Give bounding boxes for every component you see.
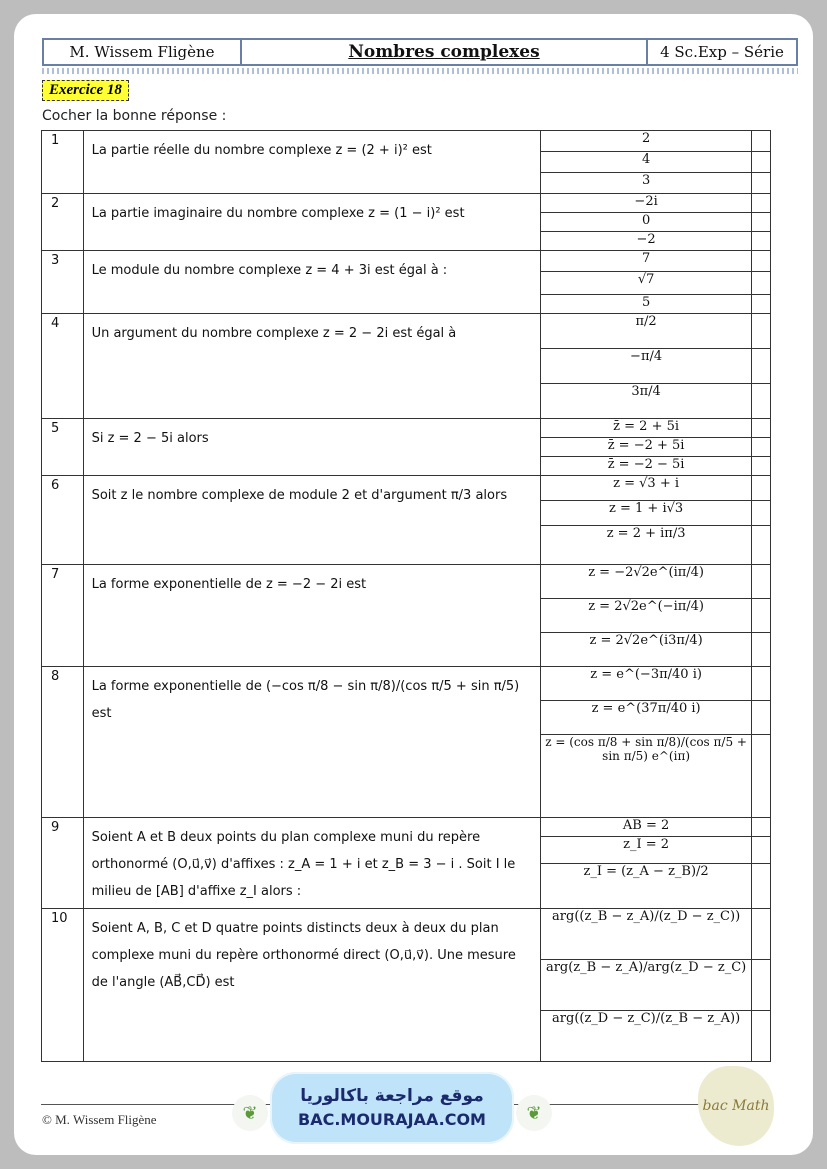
page-title: Nombres complexes [242,40,648,64]
answer-checkbox[interactable] [752,173,771,194]
answer-option: z = e^(−3π/40 i) [540,667,752,701]
answer-checkbox[interactable] [752,232,771,251]
header-divider [42,68,798,74]
answer-option: 4 [540,152,752,173]
question-text: Soient A, B, C et D quatre points distincts deux à deux du plan complexe muni du repère orthonormé direct (O,u⃗,v⃗). Une mesure de l'angle (AB⃗,CD⃗) est [83,909,540,1062]
question-number: 1 [42,131,84,194]
author-name: M. Wissem Fligène [44,40,242,64]
answer-checkbox[interactable] [752,565,771,599]
answer-option: π/2 [540,314,752,349]
book-logo-icon: ❦ [232,1095,268,1131]
answer-option: z_I = 2 [540,837,752,864]
question-text: Soit z le nombre complexe de module 2 et d'argument π/3 alors [83,476,540,565]
answer-option: −2 [540,232,752,251]
answer-option: 0 [540,213,752,232]
answer-checkbox[interactable] [752,295,771,314]
question-row [42,131,771,152]
answer-checkbox[interactable] [752,457,771,476]
answer-checkbox[interactable] [752,314,771,349]
question-number: 8 [42,667,84,818]
answer-option: z = 2 + iπ/3 [540,526,752,565]
answer-checkbox[interactable] [752,960,771,1011]
bac-math-logo: bac Math [698,1066,774,1146]
answer-checkbox[interactable] [752,272,771,295]
answer-checkbox[interactable] [752,909,771,960]
question-text: Si z = 2 − 5i alors [83,419,540,476]
answer-option: z = 2√2e^(−iπ/4) [540,599,752,633]
question-number: 10 [42,909,84,1062]
answer-option: arg(z_B − z_A)/arg(z_D − z_C) [540,960,752,1011]
answer-checkbox[interactable] [752,599,771,633]
answer-checkbox[interactable] [752,349,771,384]
answer-option: AB = 2 [540,818,752,837]
answer-checkbox[interactable] [752,701,771,735]
answer-option: z = 2√2e^(i3π/4) [540,633,752,667]
answer-option: 3π/4 [540,384,752,419]
footer-copyright: © M. Wissem Fligène [42,1112,157,1127]
question-row [42,667,771,701]
answer-option: 5 [540,295,752,314]
question-row [42,818,771,837]
book-logo-icon: ❦ [516,1095,552,1131]
answer-checkbox[interactable] [752,633,771,667]
answer-checkbox[interactable] [752,131,771,152]
question-row [42,565,771,599]
answer-checkbox[interactable] [752,667,771,701]
question-text: La forme exponentielle de z = −2 − 2i est [83,565,540,667]
question-text: La forme exponentielle de (−cos π/8 − sin π/8)/(cos π/5 + sin π/5) est [83,667,540,818]
answer-checkbox[interactable] [752,501,771,526]
answer-checkbox[interactable] [752,1011,771,1062]
question-number: 5 [42,419,84,476]
question-text: Le module du nombre complexe z = 4 + 3i est égal à : [83,251,540,314]
question-number: 7 [42,565,84,667]
question-row [42,419,771,438]
answer-option: z = 1 + i√3 [540,501,752,526]
question-text: La partie réelle du nombre complexe z = (2 + i)² est [83,131,540,194]
answer-checkbox[interactable] [752,438,771,457]
questions-table [41,130,771,1062]
header-bar [42,38,798,66]
answer-option: z_I = (z_A − z_B)/2 [540,864,752,909]
answer-option: −π/4 [540,349,752,384]
answer-option: 3 [540,173,752,194]
answer-checkbox[interactable] [752,419,771,438]
answer-option: z = √3 + i [540,476,752,501]
question-number: 9 [42,818,84,909]
answer-checkbox[interactable] [752,384,771,419]
answer-option: z = e^(37π/40 i) [540,701,752,735]
answer-checkbox[interactable] [752,194,771,213]
class-label: 4 Sc.Exp – Série [660,43,784,61]
answer-checkbox[interactable] [752,837,771,864]
answer-checkbox[interactable] [752,152,771,173]
question-text: La partie imaginaire du nombre complexe z = (1 − i)² est [83,194,540,251]
answer-checkbox[interactable] [752,251,771,272]
answer-option: z̄ = −2 + 5i [540,438,752,457]
answer-option: √7 [540,272,752,295]
answer-option: z̄ = −2 − 5i [540,457,752,476]
question-row [42,194,771,213]
answer-option: 7 [540,251,752,272]
question-row [42,251,771,272]
answer-checkbox[interactable] [752,476,771,501]
question-text: Un argument du nombre complexe z = 2 − 2i est égal à [83,314,540,419]
answer-option: z = −2√2e^(iπ/4) [540,565,752,599]
question-row [42,476,771,501]
answer-option: −2i [540,194,752,213]
exercise-instruction: Cocher la bonne réponse : [42,108,227,124]
answer-option: arg((z_D − z_C)/(z_B − z_A)) [540,1011,752,1062]
answer-option: z̄ = 2 + 5i [540,419,752,438]
answer-checkbox[interactable] [752,818,771,837]
question-text: Soient A et B deux points du plan complexe muni du repère orthonormé (O,u⃗,v⃗) d'affixes : z_A = 1 + i et z_B = 3 − i . Soit I le milieu de [AB] d'affixe z_I alors : [83,818,540,909]
site-banner[interactable] [270,1072,514,1144]
question-number: 2 [42,194,84,251]
answer-option: arg((z_B − z_A)/(z_D − z_C)) [540,909,752,960]
question-number: 3 [42,251,84,314]
answer-checkbox[interactable] [752,526,771,565]
banner-arabic-text: موقع مراجعة باكالوريا [300,1086,484,1106]
answer-option: 2 [540,131,752,152]
question-row [42,909,771,960]
answer-checkbox[interactable] [752,864,771,909]
question-number: 6 [42,476,84,565]
question-number: 4 [42,314,84,419]
question-row [42,314,771,349]
answer-option: z = (cos π/8 + sin π/8)/(cos π/5 + sin π/5) e^(iπ) [540,735,752,818]
exercise-title: Exercice 18 [42,80,129,101]
answer-checkbox[interactable] [752,735,771,818]
banner-site-link[interactable]: BAC.MOURAJAA.COM [298,1110,486,1129]
answer-checkbox[interactable] [752,213,771,232]
